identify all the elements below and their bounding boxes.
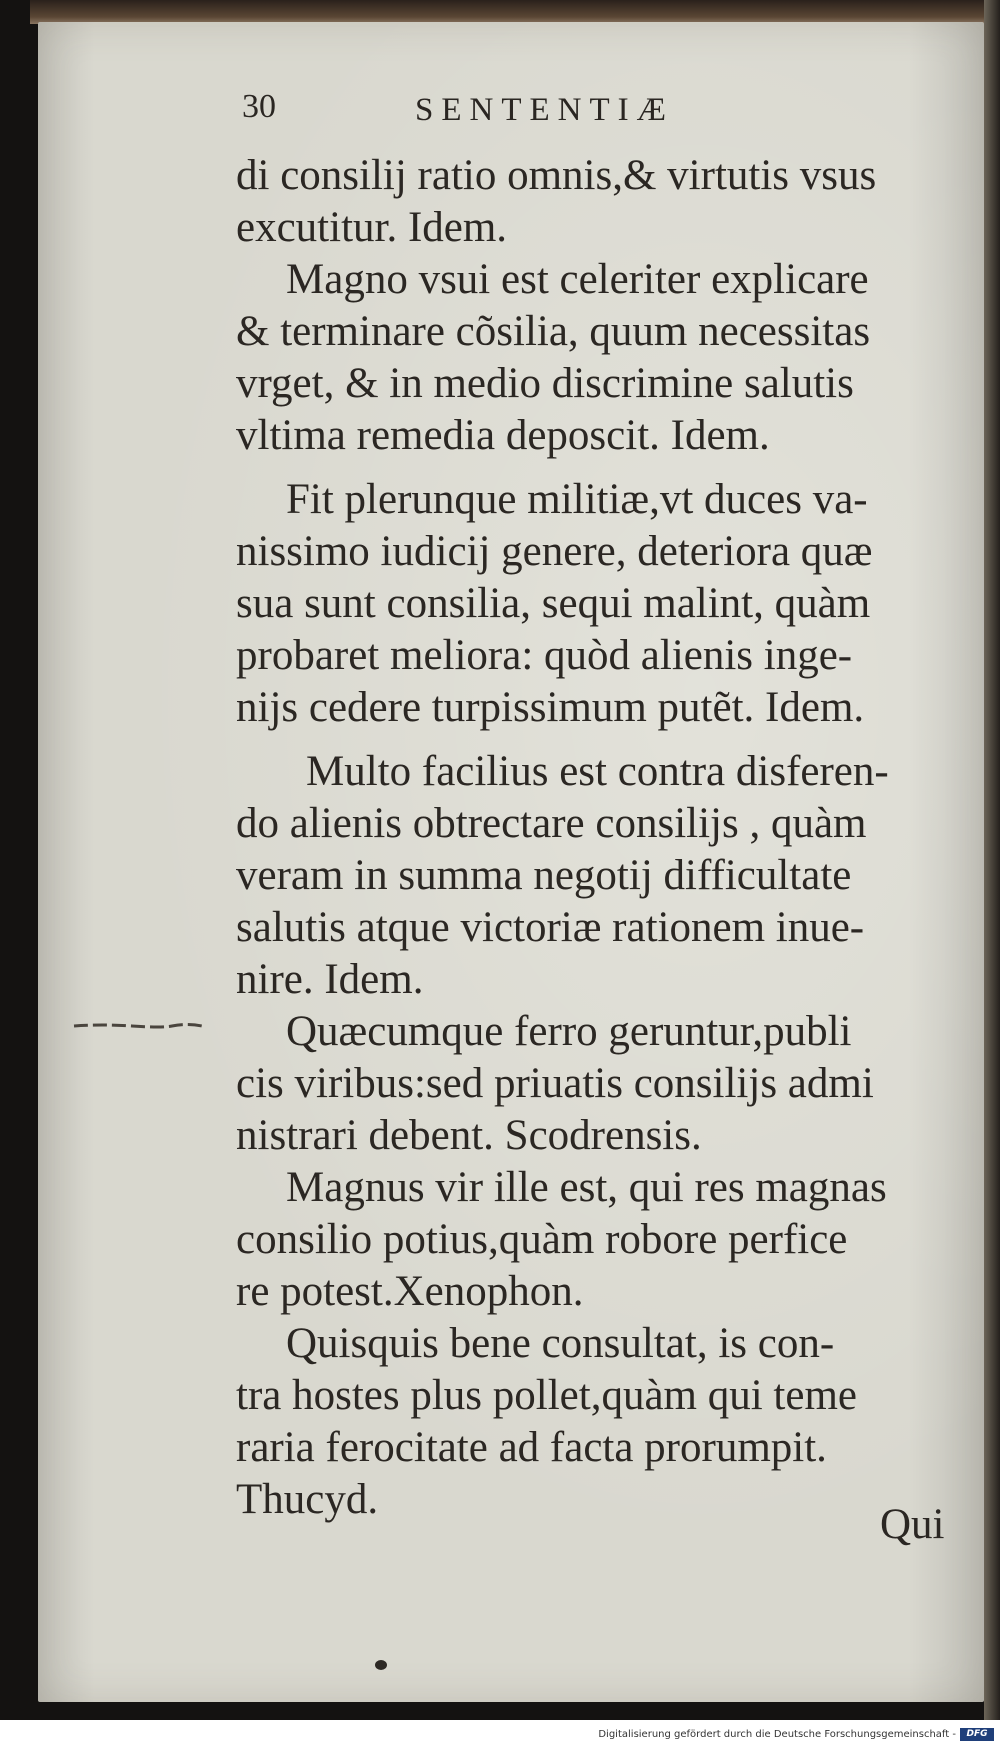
- text-line: Quisquis bene consultat, is con-: [286, 1320, 835, 1367]
- text-line: tra hostes plus pollet,quàm qui teme: [236, 1372, 858, 1419]
- text-line: veram in summa negotij difficultate: [236, 852, 852, 899]
- paragraph: [236, 150, 961, 254]
- book-right-edge: [984, 0, 1000, 1720]
- text-line: nistrari debent. Scodrensis.: [236, 1112, 702, 1159]
- text-line: excutitur. Idem.: [236, 204, 508, 251]
- paragraph: [236, 474, 961, 734]
- text-line: Thucyd.: [236, 1476, 379, 1523]
- text-line: re potest.Xenophon.: [236, 1268, 584, 1315]
- dfg-logo-icon: DFG: [960, 1728, 994, 1741]
- text-line: Magnus vir ille est, qui res magnas: [286, 1164, 887, 1211]
- text-line: nire. Idem.: [236, 956, 424, 1003]
- running-head: SENTENTIÆ: [415, 92, 674, 128]
- footer-bar: [0, 1720, 1000, 1751]
- catchword: Qui: [880, 1501, 945, 1548]
- text-line: probaret meliora: quòd alienis inge-: [236, 632, 853, 679]
- text-line: raria ferocitate ad facta prorumpit.: [236, 1424, 827, 1471]
- paragraph: [236, 1162, 961, 1318]
- text-line: sua sunt consilia, sequi malint, quàm: [236, 580, 871, 627]
- funding-credit: Digitalisierung gefördert durch die Deutsche Forschungsgemeinschaft -: [598, 1729, 956, 1740]
- text-line: salutis atque victoriæ rationem inue-: [236, 904, 865, 951]
- text-line: Multo facilius est contra disferen-: [306, 748, 889, 795]
- text-line: cis viribus:sed priuatis consilijs admi: [236, 1060, 874, 1107]
- text-line: nijs cedere turpissimum putẽt. Idem.: [236, 684, 865, 731]
- text-line: Magno vsui est celeriter explicare: [286, 256, 869, 303]
- text-line: di consilij ratio omnis,& virtutis vsus: [236, 152, 877, 199]
- text-line: vltima remedia deposcit. Idem.: [236, 412, 770, 459]
- text-line: consilio potius,quàm robore perfice: [236, 1216, 848, 1263]
- body-text: [236, 150, 961, 1526]
- marginal-ink-mark: [72, 1021, 212, 1031]
- text-line: nissimo iudicij genere, deteriora quæ: [236, 528, 873, 575]
- page-number: 30: [242, 88, 276, 125]
- text-line: & terminare cõsilia, quum necessitas: [236, 308, 871, 355]
- ink-spot: [375, 1660, 387, 1670]
- text-line: Fit plerunque militiæ,vt duces va-: [286, 476, 868, 523]
- book-top-edge: [30, 0, 990, 24]
- text-line: vrget, & in medio discrimine salutis: [236, 360, 854, 407]
- paragraph: [236, 1318, 961, 1526]
- text-line: Quæcumque ferro geruntur,publi: [286, 1008, 852, 1055]
- paragraph: [236, 746, 961, 1006]
- paragraph: [236, 1006, 961, 1162]
- paragraph: [236, 254, 961, 462]
- text-line: do alienis obtrectare consilijs , quàm: [236, 800, 867, 847]
